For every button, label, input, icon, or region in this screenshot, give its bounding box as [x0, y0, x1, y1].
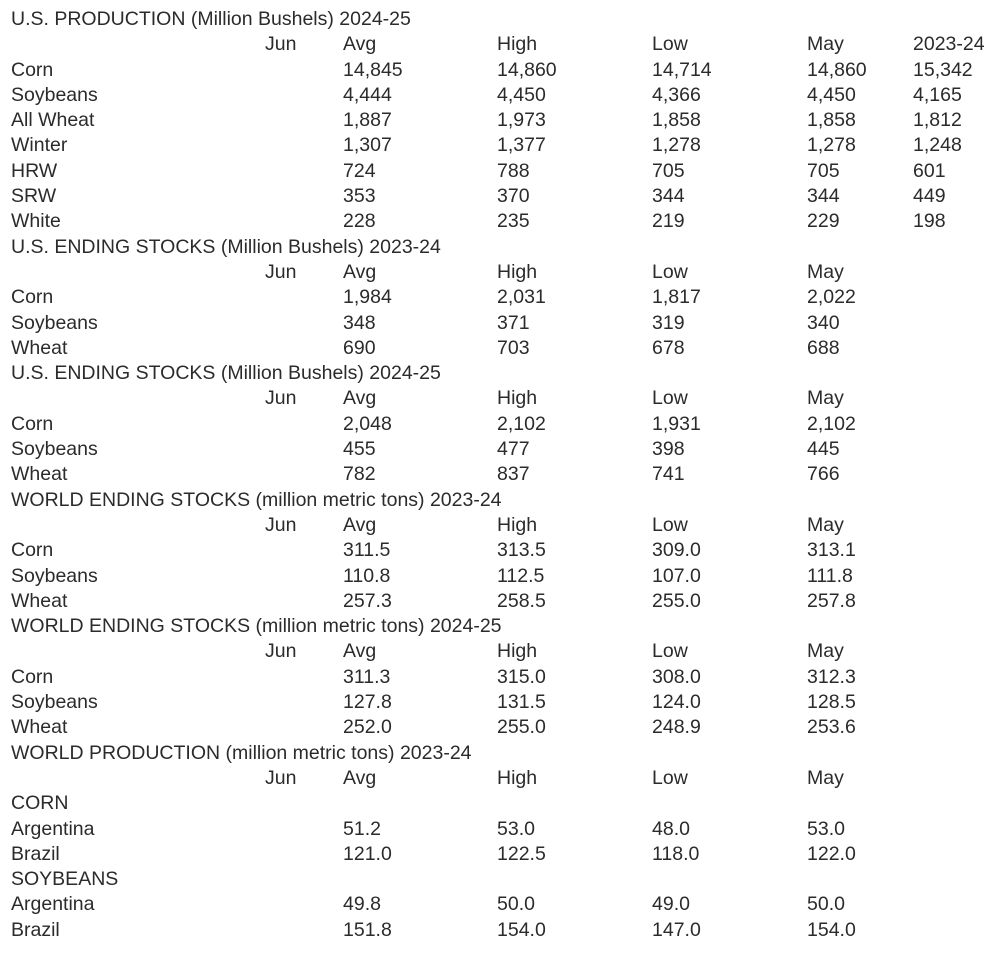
column-header: May [807, 513, 844, 536]
table-row [0, 209, 1000, 234]
row-label: All Wheat [11, 109, 95, 132]
table-cell: 255.0 [497, 716, 546, 739]
table-cell: 248.9 [652, 716, 701, 739]
table-cell: 2,022 [807, 286, 856, 309]
table-cell: 14,845 [343, 58, 403, 81]
table-cell: 1,973 [497, 109, 546, 132]
column-header-row [0, 639, 1000, 664]
table-cell: 4,366 [652, 83, 701, 106]
column-header: Low [652, 260, 688, 283]
table-cell: 313.1 [807, 539, 856, 562]
column-header: Jun [265, 33, 297, 56]
table-cell: 398 [652, 438, 685, 461]
table-cell: 49.8 [343, 893, 381, 916]
row-label: Wheat [11, 463, 68, 486]
table-cell: 50.0 [497, 893, 535, 916]
table-cell: 2,031 [497, 286, 546, 309]
table-row [0, 690, 1000, 715]
group-label: CORN [11, 792, 69, 815]
table-cell: 2,102 [807, 412, 856, 435]
table-row [0, 133, 1000, 158]
table-cell: 4,165 [913, 83, 962, 106]
table-cell: 353 [343, 185, 376, 208]
table-cell: 14,860 [807, 58, 867, 81]
row-label: Winter [11, 134, 68, 157]
column-header: High [497, 260, 538, 283]
column-header: May [807, 33, 844, 56]
table-cell: 370 [497, 185, 530, 208]
table-row [0, 159, 1000, 184]
table-cell: 311.3 [343, 665, 391, 688]
section-title: U.S. PRODUCTION (Million Bushels) 2024-25 [11, 8, 411, 30]
table-cell: 252.0 [343, 716, 392, 739]
table-cell: 4,450 [497, 83, 546, 106]
section-title: WORLD ENDING STOCKS (million metric tons) 2023-24 [11, 488, 502, 511]
table-cell: 1,377 [497, 134, 546, 157]
column-header: Low [652, 766, 688, 789]
group-label: SOYBEANS [11, 868, 119, 891]
row-label: Soybeans [11, 691, 98, 714]
table-cell: 53.0 [807, 817, 845, 840]
table-cell: 309.0 [652, 539, 701, 562]
row-label: Wheat [11, 716, 68, 739]
table-cell: 1,307 [343, 134, 392, 157]
column-header: High [497, 387, 538, 410]
column-header: Low [652, 513, 688, 536]
column-header: May [807, 640, 844, 663]
table-row [0, 665, 1000, 690]
table-cell: 112.5 [497, 564, 545, 587]
section-title: WORLD ENDING STOCKS (million metric tons) 2024-25 [11, 615, 502, 638]
section-title-row [0, 7, 1000, 32]
table-cell: 229 [807, 210, 840, 233]
table-row [0, 412, 1000, 437]
table-row [0, 564, 1000, 589]
report-section [0, 488, 1000, 614]
table-row [0, 462, 1000, 487]
table-cell: 15,342 [913, 58, 973, 81]
table-cell: 313.5 [497, 539, 546, 562]
table-cell: 678 [652, 336, 685, 359]
table-cell: 14,714 [652, 58, 712, 81]
table-cell: 311.5 [343, 539, 391, 562]
table-cell: 788 [497, 159, 530, 182]
report-section [0, 741, 1000, 943]
table-cell: 219 [652, 210, 685, 233]
row-label: Argentina [11, 893, 95, 916]
row-label: White [11, 210, 61, 233]
section-title: WORLD PRODUCTION (million metric tons) 2023-24 [11, 741, 472, 764]
section-title-row [0, 488, 1000, 513]
table-cell: 312.3 [807, 665, 856, 688]
row-label: Soybeans [11, 311, 98, 334]
table-cell: 131.5 [497, 691, 546, 714]
table-cell: 147.0 [652, 918, 701, 941]
table-cell: 703 [497, 336, 530, 359]
table-cell: 154.0 [497, 918, 546, 941]
row-label: Wheat [11, 336, 68, 359]
table-cell: 319 [652, 311, 685, 334]
table-cell: 253.6 [807, 716, 856, 739]
column-header: Low [652, 387, 688, 410]
table-cell: 122.5 [497, 842, 546, 865]
table-cell: 690 [343, 336, 376, 359]
table-row [0, 108, 1000, 133]
table-cell: 4,444 [343, 83, 392, 106]
column-header: May [807, 387, 844, 410]
table-cell: 198 [913, 210, 946, 233]
section-title-row [0, 741, 1000, 766]
table-cell: 2,048 [343, 412, 392, 435]
column-header-row [0, 513, 1000, 538]
column-header: Low [652, 640, 688, 663]
column-header: May [807, 260, 844, 283]
column-header-row [0, 766, 1000, 791]
table-cell: 121.0 [343, 842, 392, 865]
table-cell: 1,812 [913, 109, 962, 132]
table-row [0, 437, 1000, 462]
column-header-row [0, 386, 1000, 411]
table-row [0, 918, 1000, 943]
table-cell: 601 [913, 159, 946, 182]
table-cell: 371 [497, 311, 530, 334]
column-header: Avg [343, 766, 377, 789]
group-label-row [0, 791, 1000, 816]
table-cell: 49.0 [652, 893, 690, 916]
table-cell: 1,248 [913, 134, 962, 157]
row-label: Corn [11, 286, 54, 309]
table-cell: 228 [343, 210, 376, 233]
column-header: High [497, 766, 538, 789]
table-cell: 257.3 [343, 589, 392, 612]
table-cell: 477 [497, 438, 530, 461]
table-cell: 1,278 [652, 134, 701, 157]
table-cell: 1,931 [652, 412, 701, 435]
table-cell: 340 [807, 311, 840, 334]
row-label: HRW [11, 159, 58, 182]
column-header: Avg [343, 640, 377, 663]
column-header: May [807, 766, 844, 789]
table-cell: 107.0 [652, 564, 701, 587]
section-title: U.S. ENDING STOCKS (Million Bushels) 2024-25 [11, 362, 441, 385]
column-header: Avg [343, 513, 377, 536]
column-header: Avg [343, 33, 377, 56]
section-title: U.S. ENDING STOCKS (Million Bushels) 2023-24 [11, 235, 441, 258]
column-header: Jun [265, 766, 297, 789]
column-header: Avg [343, 260, 377, 283]
table-row [0, 311, 1000, 336]
row-label: Soybeans [11, 564, 98, 587]
section-title-row [0, 235, 1000, 260]
report-section [0, 235, 1000, 361]
row-label: Soybeans [11, 83, 98, 106]
column-header: Avg [343, 387, 377, 410]
table-cell: 128.5 [807, 691, 856, 714]
column-header: High [497, 513, 538, 536]
estimates-report [0, 7, 1000, 943]
table-cell: 151.8 [343, 918, 392, 941]
table-cell: 1,858 [652, 109, 701, 132]
table-cell: 766 [807, 463, 840, 486]
table-cell: 344 [652, 185, 685, 208]
column-header: 2023-24 [913, 33, 985, 56]
table-cell: 1,984 [343, 286, 392, 309]
table-cell: 4,450 [807, 83, 856, 106]
table-cell: 724 [343, 159, 376, 182]
table-cell: 315.0 [497, 665, 546, 688]
table-row [0, 538, 1000, 563]
table-row [0, 285, 1000, 310]
table-row [0, 336, 1000, 361]
section-title-row [0, 614, 1000, 639]
table-cell: 124.0 [652, 691, 701, 714]
table-cell: 782 [343, 463, 376, 486]
table-cell: 258.5 [497, 589, 546, 612]
table-row [0, 83, 1000, 108]
table-cell: 741 [652, 463, 685, 486]
row-label: SRW [11, 185, 57, 208]
row-label: Corn [11, 665, 54, 688]
table-cell: 688 [807, 336, 840, 359]
table-cell: 255.0 [652, 589, 701, 612]
table-row [0, 184, 1000, 209]
column-header: Jun [265, 640, 297, 663]
table-cell: 348 [343, 311, 376, 334]
table-cell: 50.0 [807, 893, 845, 916]
table-cell: 308.0 [652, 665, 701, 688]
report-section [0, 614, 1000, 740]
table-cell: 837 [497, 463, 530, 486]
table-cell: 154.0 [807, 918, 856, 941]
table-cell: 235 [497, 210, 530, 233]
table-cell: 53.0 [497, 817, 535, 840]
report-section [0, 361, 1000, 487]
table-cell: 449 [913, 185, 946, 208]
table-cell: 257.8 [807, 589, 856, 612]
table-row [0, 589, 1000, 614]
table-cell: 118.0 [652, 842, 700, 865]
column-header: Jun [265, 513, 297, 536]
report-section [0, 7, 1000, 235]
column-header: High [497, 33, 538, 56]
row-label: Corn [11, 412, 54, 435]
table-cell: 51.2 [343, 817, 381, 840]
table-cell: 1,817 [652, 286, 701, 309]
column-header: Jun [265, 387, 297, 410]
table-cell: 122.0 [807, 842, 856, 865]
row-label: Argentina [11, 817, 95, 840]
row-label: Corn [11, 58, 54, 81]
section-title-row [0, 361, 1000, 386]
table-cell: 48.0 [652, 817, 690, 840]
table-cell: 445 [807, 438, 840, 461]
table-cell: 1,887 [343, 109, 392, 132]
table-row [0, 58, 1000, 83]
table-row [0, 715, 1000, 740]
table-cell: 455 [343, 438, 376, 461]
column-header: Low [652, 33, 688, 56]
row-label: Wheat [11, 589, 68, 612]
group-label-row [0, 867, 1000, 892]
column-header: High [497, 640, 538, 663]
table-cell: 344 [807, 185, 840, 208]
table-cell: 1,278 [807, 134, 856, 157]
column-header-row [0, 32, 1000, 57]
table-row [0, 817, 1000, 842]
row-label: Corn [11, 539, 54, 562]
table-cell: 111.8 [807, 564, 853, 587]
table-row [0, 892, 1000, 917]
table-cell: 14,860 [497, 58, 557, 81]
row-label: Brazil [11, 918, 60, 941]
table-cell: 110.8 [343, 564, 391, 587]
row-label: Soybeans [11, 438, 98, 461]
table-row [0, 842, 1000, 867]
row-label: Brazil [11, 842, 60, 865]
column-header-row [0, 260, 1000, 285]
table-cell: 705 [807, 159, 840, 182]
table-cell: 2,102 [497, 412, 546, 435]
table-cell: 127.8 [343, 691, 392, 714]
table-cell: 1,858 [807, 109, 856, 132]
table-cell: 705 [652, 159, 685, 182]
column-header: Jun [265, 260, 297, 283]
